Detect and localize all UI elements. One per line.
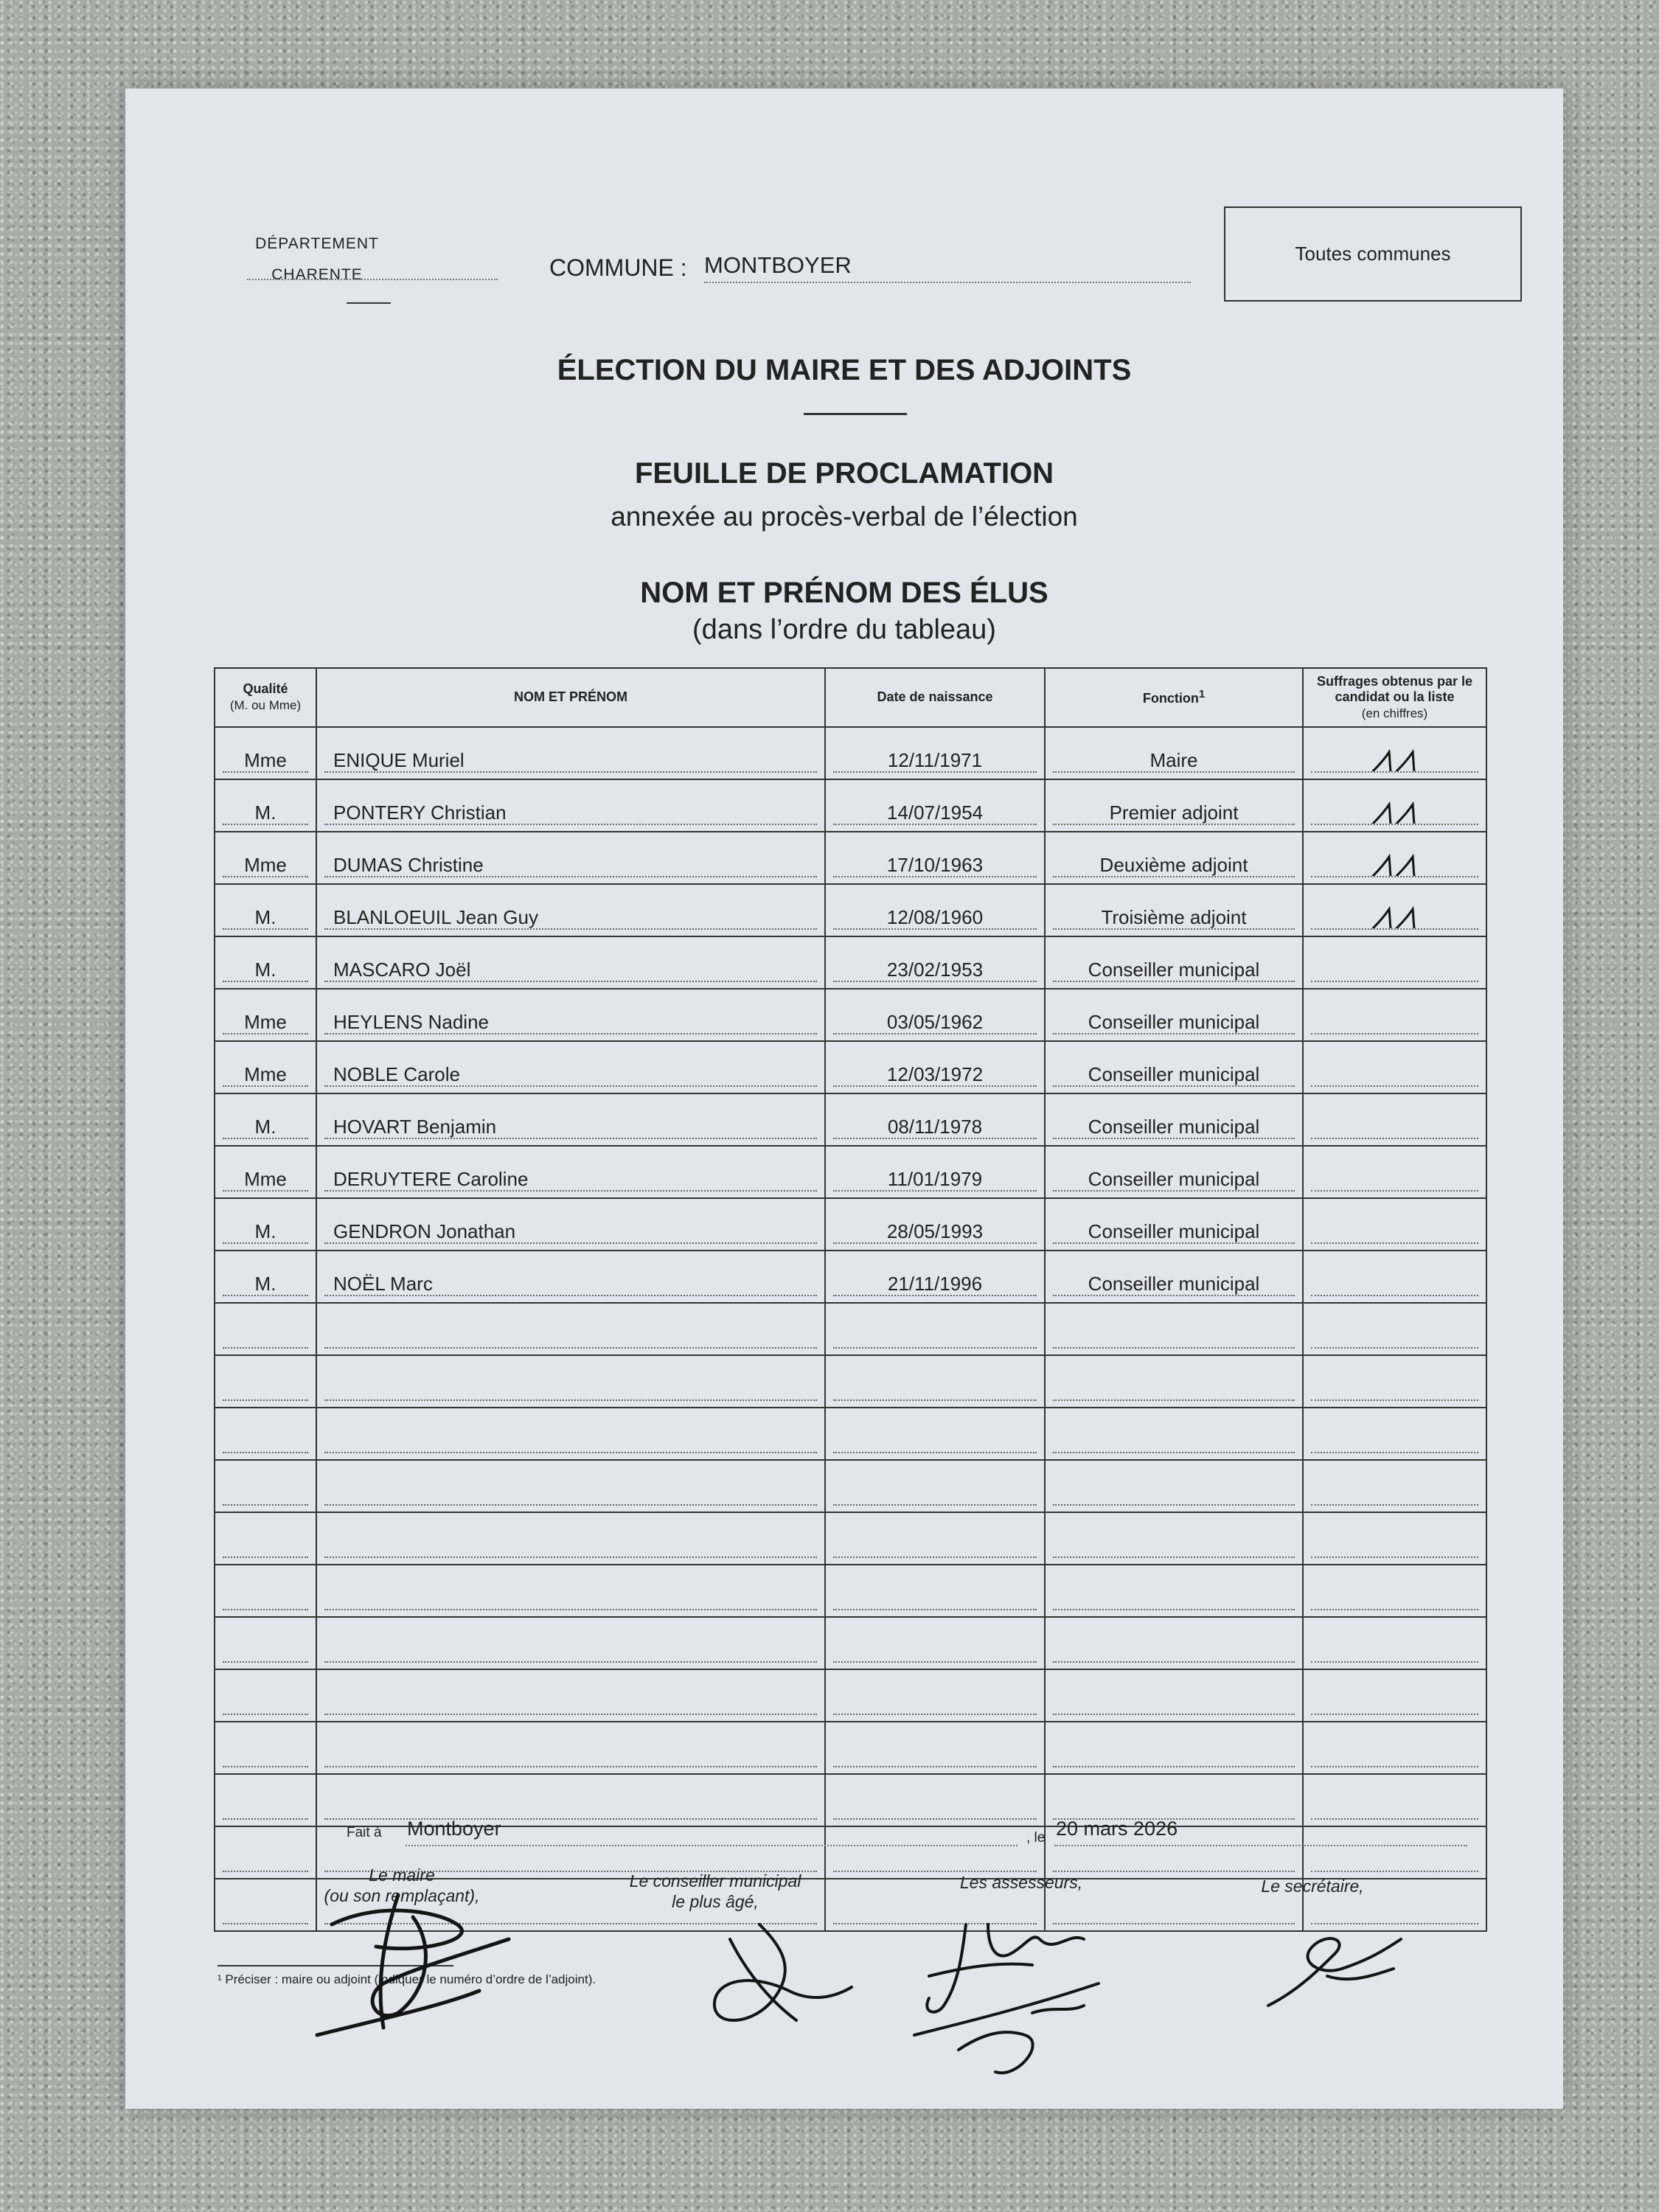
cell-nom — [316, 1408, 825, 1460]
cell-nom: NOËL Marc — [316, 1251, 825, 1303]
cell-suffrages — [1303, 884, 1486, 936]
cell-fonction: Premier adjoint — [1045, 779, 1303, 832]
cell-fonction — [1045, 1669, 1303, 1722]
cell-date: 14/07/1954 — [825, 779, 1045, 832]
cell-suffrages — [1303, 1093, 1486, 1146]
cell-nom — [316, 1722, 825, 1774]
cell-suffrages — [1303, 1669, 1486, 1722]
cell-qualite: M. — [215, 884, 316, 936]
cell-nom — [316, 1669, 825, 1722]
table-row — [215, 1565, 1486, 1617]
cell-suffrages — [1303, 1251, 1486, 1303]
cell-fonction: Conseiller municipal — [1045, 1251, 1303, 1303]
table-row — [215, 1460, 1486, 1512]
cell-nom — [316, 1512, 825, 1565]
cell-fonction — [1045, 1512, 1303, 1565]
cell-fonction: Conseiller municipal — [1045, 989, 1303, 1041]
cell-suffrages — [1303, 1041, 1486, 1093]
cell-fonction — [1045, 1408, 1303, 1460]
cell-qualite — [215, 1617, 316, 1669]
departement-label: DÉPARTEMENT — [255, 235, 379, 252]
table-header-row — [215, 668, 1486, 727]
cell-date: 23/02/1953 — [825, 936, 1045, 989]
cell-fonction — [1045, 1355, 1303, 1408]
table-row — [215, 832, 1486, 884]
table-row — [215, 1669, 1486, 1722]
cell-nom: NOBLE Carole — [316, 1041, 825, 1093]
cell-fonction — [1045, 1303, 1303, 1355]
cell-qualite — [215, 1355, 316, 1408]
cell-suffrages — [1303, 1198, 1486, 1251]
cell-qualite — [215, 1512, 316, 1565]
signature-conseiller — [664, 1910, 855, 2057]
title-dash — [804, 413, 907, 415]
cell-suffrages — [1303, 1565, 1486, 1617]
table-row — [215, 1198, 1486, 1251]
cell-fonction — [1045, 1722, 1303, 1774]
cell-fonction — [1045, 1565, 1303, 1617]
header-suffrages: Suffrages obtenus par le candidat ou la liste (en chiffres) — [1303, 668, 1486, 727]
cell-date — [825, 1512, 1045, 1565]
annexe-subtitle: annexée au procès-verbal de l’élection — [611, 501, 1078, 532]
handwritten-vote — [1366, 801, 1425, 825]
cell-qualite: Mme — [215, 1146, 316, 1198]
cell-suffrages — [1303, 989, 1486, 1041]
departement-block — [243, 229, 391, 291]
table-row — [215, 727, 1486, 779]
vote-count-text — [1395, 771, 1396, 772]
cell-qualite — [215, 1722, 316, 1774]
table-row — [215, 1041, 1486, 1093]
cell-suffrages — [1303, 1722, 1486, 1774]
sig-label-maire: Le maire (ou son remplaçant), — [324, 1865, 480, 1905]
cell-nom: MASCARO Joël — [316, 936, 825, 989]
handwritten-vote — [1366, 906, 1425, 930]
cell-suffrages — [1303, 1408, 1486, 1460]
cell-date — [825, 1303, 1045, 1355]
cell-qualite — [215, 1303, 316, 1355]
table-row — [215, 1408, 1486, 1460]
header-fonction: Fonction$^1$ — [1045, 668, 1303, 727]
cell-date — [825, 1669, 1045, 1722]
election-title: ÉLECTION DU MAIRE ET DES ADJOINTS — [557, 354, 1132, 386]
elus-title: NOM ET PRÉNOM DES ÉLUS — [640, 577, 1048, 609]
table-row — [215, 1722, 1486, 1774]
sig-label-conseiller: Le conseiller municipal le plus âgé, — [629, 1871, 801, 1911]
sig-label-assesseurs: Les assesseurs, — [959, 1873, 1083, 1892]
cell-date — [825, 1722, 1045, 1774]
cell-nom: PONTERY Christian — [316, 779, 825, 832]
cell-date: 12/08/1960 — [825, 884, 1045, 936]
proclamation-sheet — [125, 88, 1563, 2109]
ordre-subtitle: (dans l’ordre du tableau) — [692, 614, 996, 645]
table-row — [215, 779, 1486, 832]
cell-date: 03/05/1962 — [825, 989, 1045, 1041]
footnote: ¹ Préciser : maire ou adjoint (indiquer le numéro d’ordre de l’adjoint). — [218, 1972, 597, 1986]
cell-fonction: Conseiller municipal — [1045, 1198, 1303, 1251]
cell-date: 28/05/1993 — [825, 1198, 1045, 1251]
table-row — [215, 1093, 1486, 1146]
cell-date — [825, 1565, 1045, 1617]
cell-date: 12/03/1972 — [825, 1041, 1045, 1093]
cell-nom: HOVART Benjamin — [316, 1093, 825, 1146]
cell-nom: HEYLENS Nadine — [316, 989, 825, 1041]
cell-nom — [316, 1355, 825, 1408]
table-row — [215, 936, 1486, 989]
table-row — [215, 1512, 1486, 1565]
commune-category-text: Toutes communes — [1295, 243, 1451, 265]
cell-qualite: M. — [215, 779, 316, 832]
cell-qualite: Mme — [215, 727, 316, 779]
cell-fonction: Conseiller municipal — [1045, 936, 1303, 989]
cell-qualite — [215, 1565, 316, 1617]
cell-fonction: Conseiller municipal — [1045, 1041, 1303, 1093]
commune-label: COMMUNE : — [549, 254, 687, 281]
cell-nom: GENDRON Jonathan — [316, 1198, 825, 1251]
cell-date — [825, 1826, 1045, 1879]
table-row — [215, 1251, 1486, 1303]
cell-fonction: Deuxième adjoint — [1045, 832, 1303, 884]
cell-qualite — [215, 1774, 316, 1826]
cell-nom — [316, 1460, 825, 1512]
cell-date — [825, 1460, 1045, 1512]
cell-fonction — [1045, 1460, 1303, 1512]
feuille-title: FEUILLE DE PROCLAMATION — [634, 457, 1054, 490]
cell-date — [825, 1408, 1045, 1460]
cell-nom — [316, 1617, 825, 1669]
cell-fonction: Maire — [1045, 727, 1303, 779]
table-row — [215, 1355, 1486, 1408]
cell-qualite: M. — [215, 936, 316, 989]
cell-date: 08/11/1978 — [825, 1093, 1045, 1146]
cell-nom: DERUYTERE Caroline — [316, 1146, 825, 1198]
cell-nom — [316, 1303, 825, 1355]
table-row — [215, 1303, 1486, 1355]
departement-value: CHARENTE — [271, 266, 363, 283]
cell-qualite: M. — [215, 1093, 316, 1146]
signature-secretaire — [1253, 1910, 1416, 2020]
fait-label: Fait à — [347, 1825, 382, 1840]
cell-suffrages — [1303, 1146, 1486, 1198]
cell-qualite: M. — [215, 1251, 316, 1303]
signature-assesseurs — [885, 1888, 1150, 2109]
header-qualite: Qualité (M. ou Mme) — [215, 668, 316, 727]
date-label: , le — [1026, 1830, 1046, 1846]
cell-qualite: M. — [215, 1198, 316, 1251]
cell-suffrages — [1303, 727, 1486, 779]
table-row — [215, 1617, 1486, 1669]
cell-qualite: Mme — [215, 1041, 316, 1093]
elus-table — [214, 667, 1487, 1932]
cell-fonction: Troisième adjoint — [1045, 884, 1303, 936]
commune-underline — [704, 282, 1191, 283]
cell-suffrages — [1303, 1512, 1486, 1565]
cell-date: 11/01/1979 — [825, 1146, 1045, 1198]
vote-count-text — [1395, 928, 1396, 929]
vote-count-text — [1395, 876, 1396, 877]
table-row — [215, 989, 1486, 1041]
cell-nom: DUMAS Christine — [316, 832, 825, 884]
cell-fonction: Conseiller municipal — [1045, 1093, 1303, 1146]
cell-qualite — [215, 1669, 316, 1722]
departement-underline — [247, 279, 498, 280]
signature-maire — [288, 1873, 524, 2065]
cell-nom — [316, 1565, 825, 1617]
cell-date: 17/10/1963 — [825, 832, 1045, 884]
cell-suffrages — [1303, 832, 1486, 884]
cell-date — [825, 1774, 1045, 1826]
cell-nom — [316, 1774, 825, 1826]
handwritten-vote — [1366, 854, 1425, 877]
table-row — [215, 1146, 1486, 1198]
cell-qualite — [215, 1408, 316, 1460]
departement-dash — [347, 302, 391, 304]
cell-suffrages — [1303, 1826, 1486, 1879]
cell-suffrages — [1303, 936, 1486, 989]
date-value: 20 mars 2026 — [1056, 1818, 1178, 1840]
sig-label-secretaire: Le secrétaire, — [1261, 1877, 1364, 1896]
cell-fonction: Conseiller municipal — [1045, 1146, 1303, 1198]
cell-date: 12/11/1971 — [825, 727, 1045, 779]
cell-suffrages — [1303, 1355, 1486, 1408]
cell-suffrages — [1303, 779, 1486, 832]
handwritten-vote — [1366, 749, 1425, 773]
cell-date — [825, 1617, 1045, 1669]
cell-qualite — [215, 1460, 316, 1512]
fait-value: Montboyer — [407, 1818, 501, 1840]
header-date: Date de naissance — [825, 668, 1045, 727]
cell-qualite: Mme — [215, 989, 316, 1041]
cell-suffrages — [1303, 1617, 1486, 1669]
cell-suffrages — [1303, 1774, 1486, 1826]
cell-date — [825, 1355, 1045, 1408]
cell-nom: ENIQUE Muriel — [316, 727, 825, 779]
cell-nom: BLANLOEUIL Jean Guy — [316, 884, 825, 936]
cell-fonction — [1045, 1617, 1303, 1669]
date-underline — [1054, 1845, 1467, 1846]
commune-category-box — [1224, 206, 1522, 302]
table-row — [215, 884, 1486, 936]
cell-suffrages — [1303, 1303, 1486, 1355]
cell-qualite: Mme — [215, 832, 316, 884]
cell-date: 21/11/1996 — [825, 1251, 1045, 1303]
commune-value: MONTBOYER — [704, 252, 852, 278]
header-nom: NOM ET PRÉNOM — [316, 668, 825, 727]
fait-underline — [406, 1845, 1018, 1846]
cell-suffrages — [1303, 1460, 1486, 1512]
table-row — [215, 1774, 1486, 1826]
